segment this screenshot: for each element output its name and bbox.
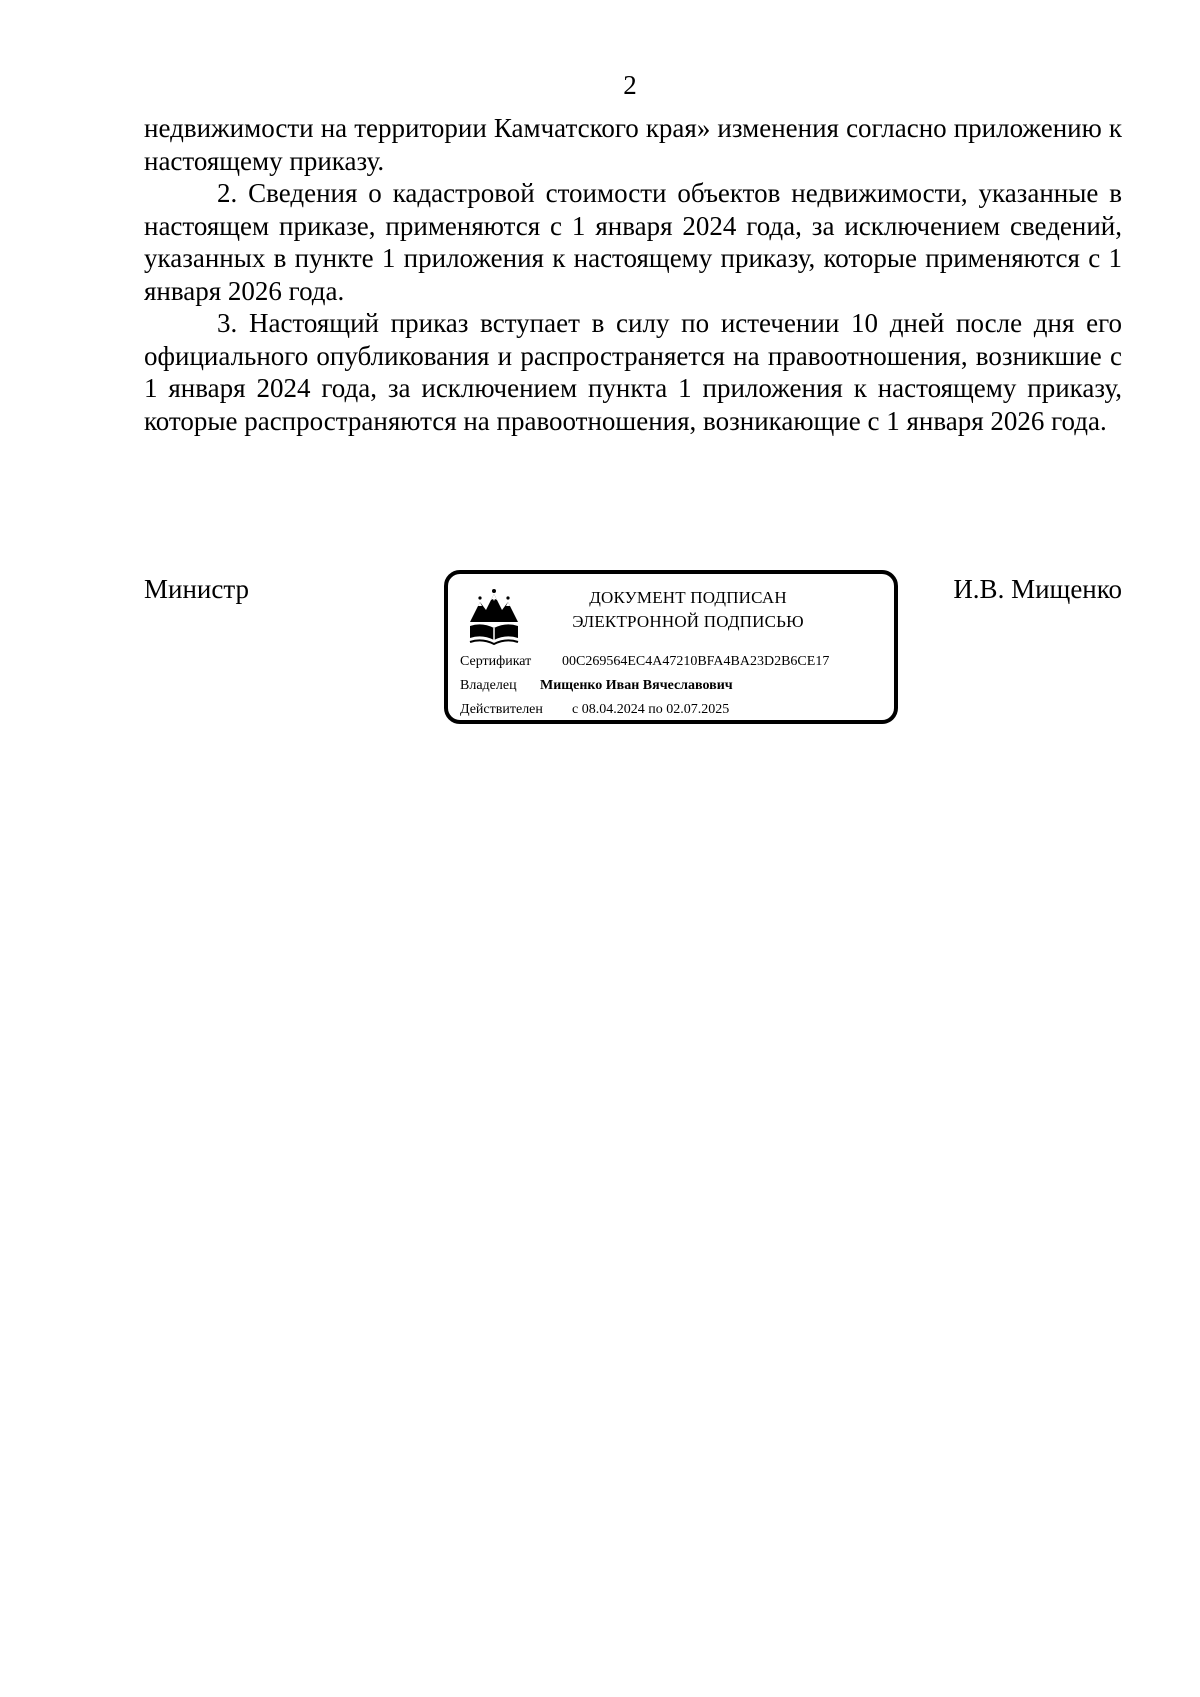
certificate-value: 00C269564EC4A47210BFA4BA23D2B6CE17 [562,654,830,669]
validity-value: с 08.04.2024 по 02.07.2025 [572,702,730,717]
validity-label: Действителен [460,702,543,717]
stamp-header [548,586,828,634]
paragraph-continuation: недвижимости на территории Камчатского края» изменения согласно приложению к настоящему приказу. [144,113,1122,176]
stamp-header-line-1: ДОКУМЕНТ ПОДПИСАН [589,588,787,607]
owner-row [460,678,733,694]
page-number: 2 [623,70,637,100]
owner-value: Мищенко Иван Вячеславович [540,678,733,693]
electronic-signature-stamp [444,570,898,724]
kamchatka-coat-of-arms-icon [466,588,522,646]
stamp-header-line-2: ЭЛЕКТРОННОЙ ПОДПИСЬЮ [572,612,804,631]
paragraph-3: 3. Настоящий приказ вступает в силу по истечении 10 дней после дня его официального опубликования и распространяется на правоотношения, возникшие с 1 января 2024 года, за исключением пункта 1 приложения к настоящему приказу, которые распространяются на правоотношения, возникающие с 1 января 2026 года. [144,308,1122,436]
validity-row [460,702,729,718]
certificate-row [460,654,829,670]
owner-label: Владелец [460,678,517,693]
certificate-label: Сертификат [460,654,532,669]
signer-position: Министр [144,574,249,604]
signer-name: И.В. Мищенко [953,574,1122,604]
document-body [144,112,1122,437]
paragraph-2: 2. Сведения о кадастровой стоимости объектов недвижимости, указанные в настоящем приказе, применяются с 1 января 2024 года, за исключением сведений, указанных в пункте 1 приложения к настоящему приказу, которые применяются с 1 января 2026 года. [144,178,1122,306]
